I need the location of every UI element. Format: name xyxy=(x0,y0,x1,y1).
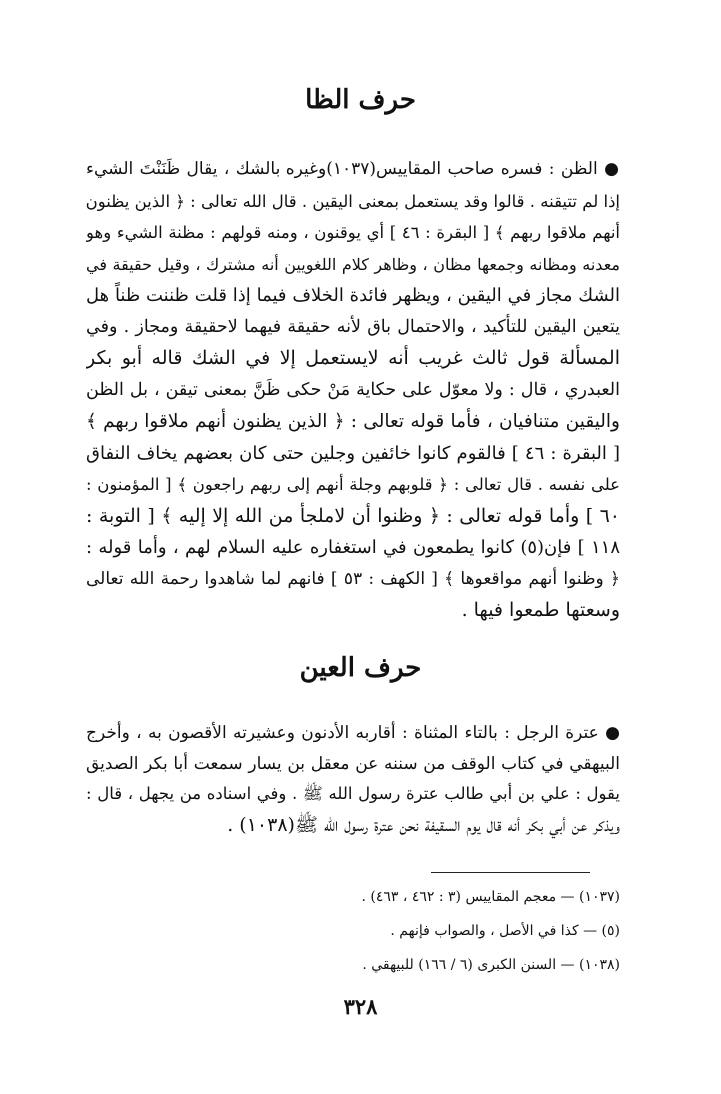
text-line: ﴿ وظنوا أنهم مواقعوها ﴾ [ الكهف : ٥٣ ] فانهم لما شاهدوا رحمة الله تعالى xyxy=(86,568,620,589)
text-line: إذا لم تتيقنه . قالوا وقد يستعمل بمعنى اليقين . قال الله تعالى : ﴿ الذين يظنون xyxy=(86,191,620,211)
footnote: (٥) — كذا في الأصل ، والصواب فإنهم . xyxy=(390,923,620,939)
text-line: البيهقي في كتاب الوقف من سننه عن معقل بن يسار سمعت أبا بكر الصديق xyxy=(86,753,620,774)
text-line: ● الظن : فسره صاحب المقاييس(١٠٣٧)وغيره بالشك ، يقال ظَنَنْتَ الشيء xyxy=(86,159,620,179)
text-line: المسألة قول ثالث غريب أنه لايستعمل إلا في الشك قاله أبو بكر xyxy=(86,347,620,369)
chapter-heading-za: حرف الظا xyxy=(305,85,416,115)
text-line: ● عترة الرجل : بالتاء المثناة : أقاربه الأدنون وعشيرته الأقصون به ، وأخرج xyxy=(86,723,620,743)
chapter-heading-ain: حرف العين xyxy=(299,653,422,683)
entry-itrat-al-rajul xyxy=(86,718,620,840)
text-line: واليقين متنافيان ، فأما قوله تعالى : ﴿ الذين يظنون أنهم ملاقوا ربهم ﴾ xyxy=(86,411,620,432)
footnote-divider xyxy=(431,872,590,873)
text-line: وسعتها طمعوا فيها . xyxy=(461,599,620,621)
text-line: أنهم ملاقوا ربهم ﴾ [ البقرة : ٤٦ ] أي يوقنون ، ومنه قولهم : مظنة الشيء وهو xyxy=(86,223,620,242)
text-line: يتعين اليقين للتأكيد ، والاحتمال باق لأنه حقيقة فيهما لاحقيقة ومجاز . وفي xyxy=(86,316,620,337)
text-line: يقول : علي بن أبي طالب عترة رسول الله ﷺ . وفي اسناده من يجهل ، قال : xyxy=(86,784,620,803)
text-line: على نفسه . قال تعالى : ﴿ قلوبهم وجلة أنهم إلى ربهم راجعون ﴾ [ المؤمنون : xyxy=(86,475,620,494)
text-line: ١١٨ ] فإن(٥) كانوا يطمعون في استغفاره عليه السلام لهم ، وأما قوله : xyxy=(86,537,620,558)
text-line: ٦٠ ] وأما قوله تعالى : ﴿ وظنوا أن لاملجأ من الله إلا إليه ﴾ [ التوبة : xyxy=(86,504,620,527)
page-number: ٣٢٨ xyxy=(343,994,378,1019)
text-line: معدنه ومظانه وجمعها مظان ، وظاهر كلام اللغويين أنه مشترك ، وقيل حقيقة في xyxy=(86,254,620,274)
text-line: الشك مجاز في اليقين ، ويظهر فائدة الخلاف فيما إذا قلت ظننت ظناً هل xyxy=(86,285,620,306)
footnote: (١٠٣٨) — السنن الكبرى (٦ / ١٦٦) للبيهقي . xyxy=(362,957,620,973)
text-line: العبدري ، قال : ولا معوّل على حكاية مَنْ حكى ظَنَّ بمعنى تيقن ، بل الظن xyxy=(86,379,620,400)
text-line: [ البقرة : ٤٦ ] فالقوم كانوا خائفين وجلين حتى كان بعضهم يخاف النفاق xyxy=(86,442,620,464)
entry-al-zann xyxy=(86,154,620,627)
footnotes xyxy=(86,880,620,982)
footnote: (١٠٣٧) — معجم المقاييس (٣ : ٤٦٢ ، ٤٦٣) . xyxy=(361,889,620,905)
text-line: ويذكر عن أبي بكر أنه قال يوم السقيفة نحن عترة رسول الله ﷺ(١٠٣٨) . xyxy=(227,813,620,836)
